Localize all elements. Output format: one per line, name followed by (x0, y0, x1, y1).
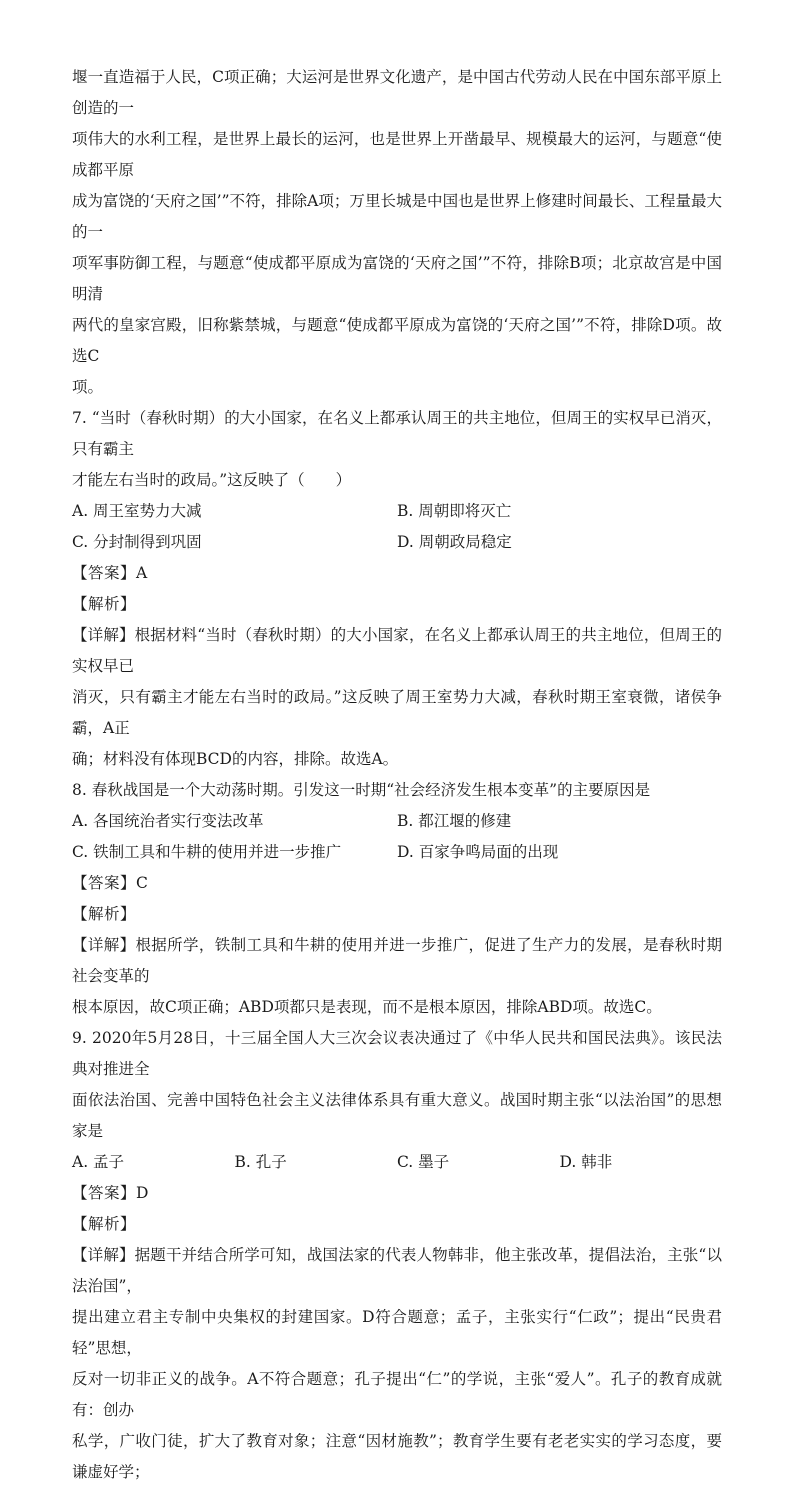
option-b: B. 孔子 (234, 1153, 287, 1171)
question-stem: 面依法治国、完善中国特色社会主义法律体系具有重大意义。战国时期主张“以法治国”的思想家是 (72, 1091, 722, 1140)
options-row (72, 837, 722, 868)
detail-line: 私学，广收门徒，扩大了教育对象；注意“因材施教”；教育学生要有老老实实的学习态度，要谦虚好学； (72, 1432, 722, 1481)
question-stem: 7. “当时（春秋时期）的大小国家，在名义上都承认周王的共主地位，但周王的实权早已消灭，只有霸主 (72, 409, 722, 458)
answer-label: 【答案】A (72, 564, 148, 582)
option-d: D. 周朝政局稳定 (397, 533, 512, 551)
option-c: C. 墨子 (397, 1153, 450, 1171)
option-d: D. 百家争鸣局面的出现 (397, 843, 559, 861)
analysis-label: 【解析】 (72, 1215, 137, 1233)
text-line: 成为富饶的‘天府之国’”不符，排除A项；万里长城是中国也是世界上修建时间最长、工程量最大的一 (72, 192, 722, 241)
detail-line: 根本原因，故C项正确；ABD项都只是表现，而不是根本原因，排除ABD项。故选C。 (72, 998, 662, 1016)
question-8 (72, 775, 722, 1023)
text-line: 项。 (72, 378, 104, 396)
question-stem: 8. 春秋战国是一个大动荡时期。引发这一时期“社会经济发生根本变革”的主要原因是 (72, 781, 651, 799)
option-a: A. 孟子 (72, 1153, 125, 1171)
text-line: 项军事防御工程，与题意“使成都平原成为富饶的‘天府之国’”不符，排除B项；北京故宫是中国明清 (72, 254, 722, 303)
question-7 (72, 403, 722, 775)
options-row (72, 806, 722, 837)
answer-label: 【答案】C (72, 874, 149, 892)
options-row (72, 527, 722, 558)
text-line: 堰一直造福于人民，C项正确；大运河是世界文化遗产，是中国古代劳动人民在中国东部平原上创造的一 (72, 68, 722, 117)
option-b: B. 周朝即将灭亡 (397, 502, 512, 520)
detail-line: 提出建立君主专制中央集权的封建国家。D符合题意；孟子，主张实行“仁政”；提出“民贵君轻”思想， (72, 1308, 722, 1357)
detail-line: 确；材料没有体现BCD的内容，排除。故选A。 (72, 750, 399, 768)
option-b: B. 都江堰的修建 (397, 812, 512, 830)
detail-line: 【详解】据题干并结合所学可知，战国法家的代表人物韩非，他主张改革，提倡法治，主张“以法治国”， (72, 1246, 722, 1295)
analysis-label: 【解析】 (72, 595, 137, 613)
option-d: D. 韩非 (559, 1153, 613, 1171)
option-c: C. 铁制工具和牛耕的使用并进一步推广 (72, 843, 342, 861)
question-stem: 9. 2020年5月28日，十三届全国人大三次会议表决通过了《中华人民共和国民法典》。该民法典对推进全 (72, 1029, 722, 1078)
analysis-label: 【解析】 (72, 905, 137, 923)
detail-line: 【详解】根据材料“当时（春秋时期）的大小国家，在名义上都承认周王的共主地位，但周王的实权早已 (72, 626, 722, 675)
detail-line: 【详解】根据所学，铁制工具和牛耕的使用并进一步推广，促进了生产力的发展，是春秋时期社会变革的 (72, 936, 722, 985)
answer-label: 【答案】D (72, 1184, 149, 1202)
detail-line: 反对一切非正义的战争。A不符合题意；孔子提出“仁”的学说，主张“爱人”。孔子的教育成就有：创办 (72, 1370, 722, 1419)
detail-line: 消灭，只有霸主才能左右当时的政局。”这反映了周王室势力大减，春秋时期王室衰微，诸侯争霸，A正 (72, 688, 722, 737)
option-c: C. 分封制得到巩固 (72, 533, 202, 551)
option-a: A. 周王室势力大减 (72, 502, 202, 520)
previous-answer-continuation (72, 62, 722, 403)
text-line: 项伟大的水利工程，是世界上最长的运河，也是世界上开凿最早、规模最大的运河，与题意“使成都平原 (72, 130, 722, 179)
page-content (72, 62, 722, 1488)
options-row (72, 496, 722, 527)
question-stem: 才能左右当时的政局。”这反映了（ ） (72, 471, 352, 489)
option-a: A. 各国统治者实行变法改革 (72, 812, 264, 830)
options-row (72, 1147, 722, 1178)
question-9 (72, 1023, 722, 1488)
text-line: 两代的皇家宫殿，旧称紫禁城，与题意“使成都平原成为富饶的‘天府之国’”不符，排除D项。故选C (72, 316, 722, 365)
